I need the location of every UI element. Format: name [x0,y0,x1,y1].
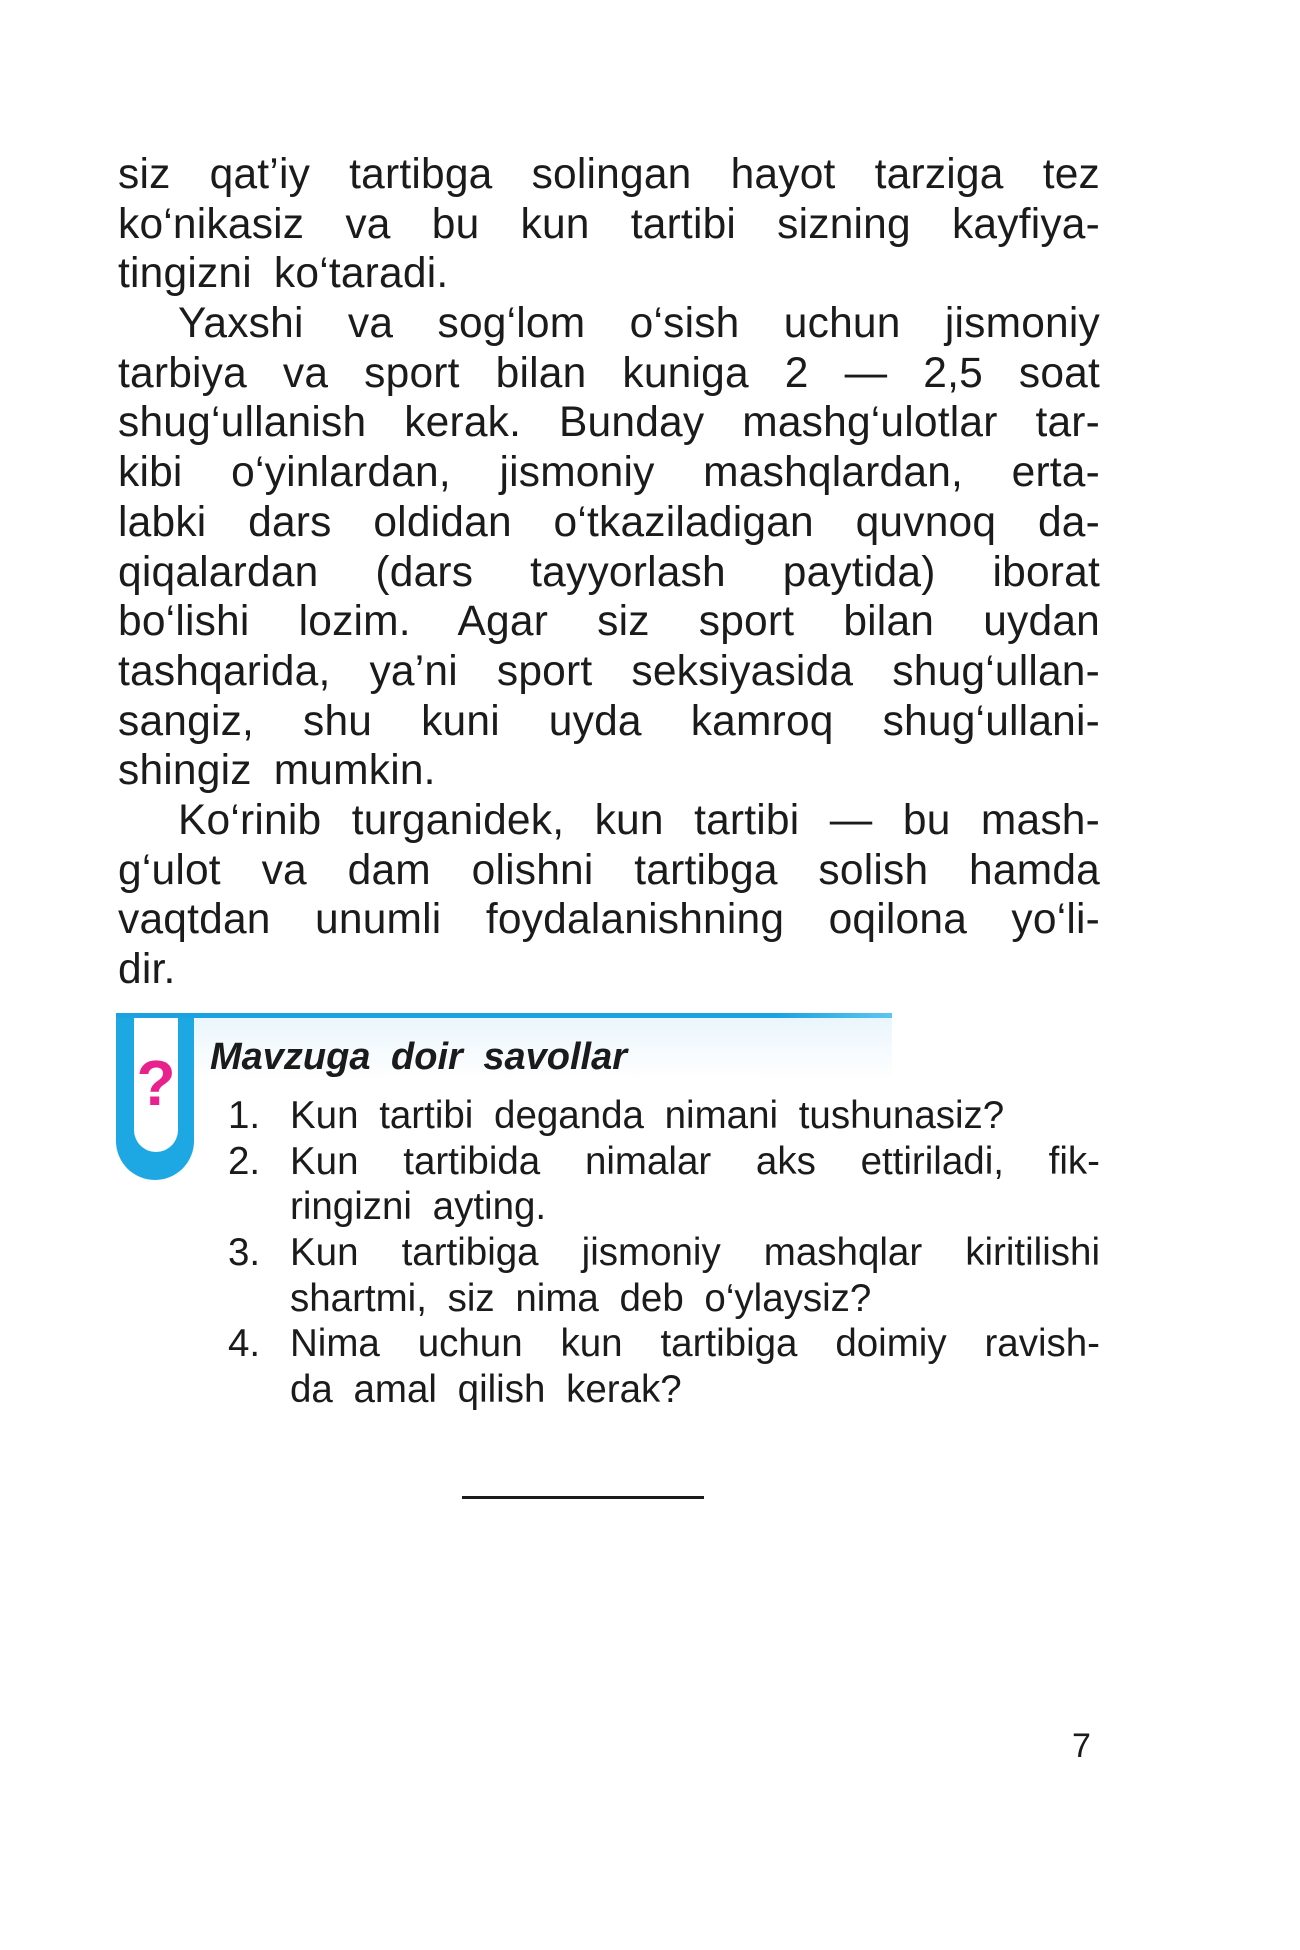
body-line: bo‘lishi lozim. Agar siz sport bilan uydan [118,598,1100,646]
body-line: shingiz mumkin. [118,747,436,795]
question-line: Kun tartibi deganda nimani tushunasiz? [290,1094,1005,1137]
question-line: da amal qilish kerak? [290,1368,682,1412]
section-end-rule [462,1496,704,1499]
body-line: kibi o‘yinlardan, jismoniy mashqlardan, erta- [118,449,1100,497]
body-line: labki dars oldidan o‘tkaziladigan quvnoq da- [118,498,1100,546]
question-item [228,1321,1100,1412]
questions-list [228,1093,1100,1413]
question-line: shartmi, siz nima deb o‘ylaysiz? [290,1276,872,1320]
body-line: ko‘nikasiz va bu kun tartibi sizning kayfiya- [118,200,1100,248]
body-line: dir. [118,946,176,993]
body-line: siz qat’iy tartibga solingan hayot tarziga tez [118,151,1100,198]
question-number: 3. [228,1231,261,1275]
question-line: Nima uchun kun tartibiga doimiy ravish- [290,1322,1100,1366]
page-number: 7 [1072,1727,1091,1765]
question-number: 4. [228,1322,261,1366]
body-line: vaqtdan unumli foydalanishning oqilona yo‘li- [118,896,1100,944]
body-line: tashqarida, ya’ni sport seksiyasida shug‘ullan- [118,647,1100,695]
body-text [118,150,1100,995]
body-line: sangiz, shu kuni uyda kamroq shug‘ullani- [118,697,1100,745]
question-line: Kun tartibida nimalar aks ettiriladi, fik- [290,1139,1100,1183]
question-number: 1. [228,1094,261,1137]
question-mark-icon: ? [136,1047,176,1119]
body-line: Yaxshi va sog‘lom o‘sish uchun jismoniy [178,300,1100,348]
question-item [228,1230,1100,1321]
questions-heading: Mavzuga doir savollar [210,1036,628,1078]
body-line: qiqalardan (dars tayyorlash paytida) iborat [118,548,1100,596]
question-number: 2. [228,1139,261,1183]
question-item [228,1139,1100,1230]
body-line: g‘ulot va dam olishni tartibga solish hamda [118,846,1100,894]
body-line: Ko‘rinib turganidek, kun tartibi — bu mash- [178,796,1100,844]
question-item [228,1093,1100,1139]
body-line: tingizni ko‘taradi. [118,250,449,298]
question-line: ringizni ayting. [290,1185,547,1229]
body-line: shug‘ullanish kerak. Bunday mashg‘ulotlar tar- [118,399,1100,447]
body-line: tarbiya va sport bilan kuniga 2 — 2,5 soat [118,349,1100,397]
question-line: Kun tartibiga jismoniy mashqlar kiritilishi [290,1231,1100,1275]
